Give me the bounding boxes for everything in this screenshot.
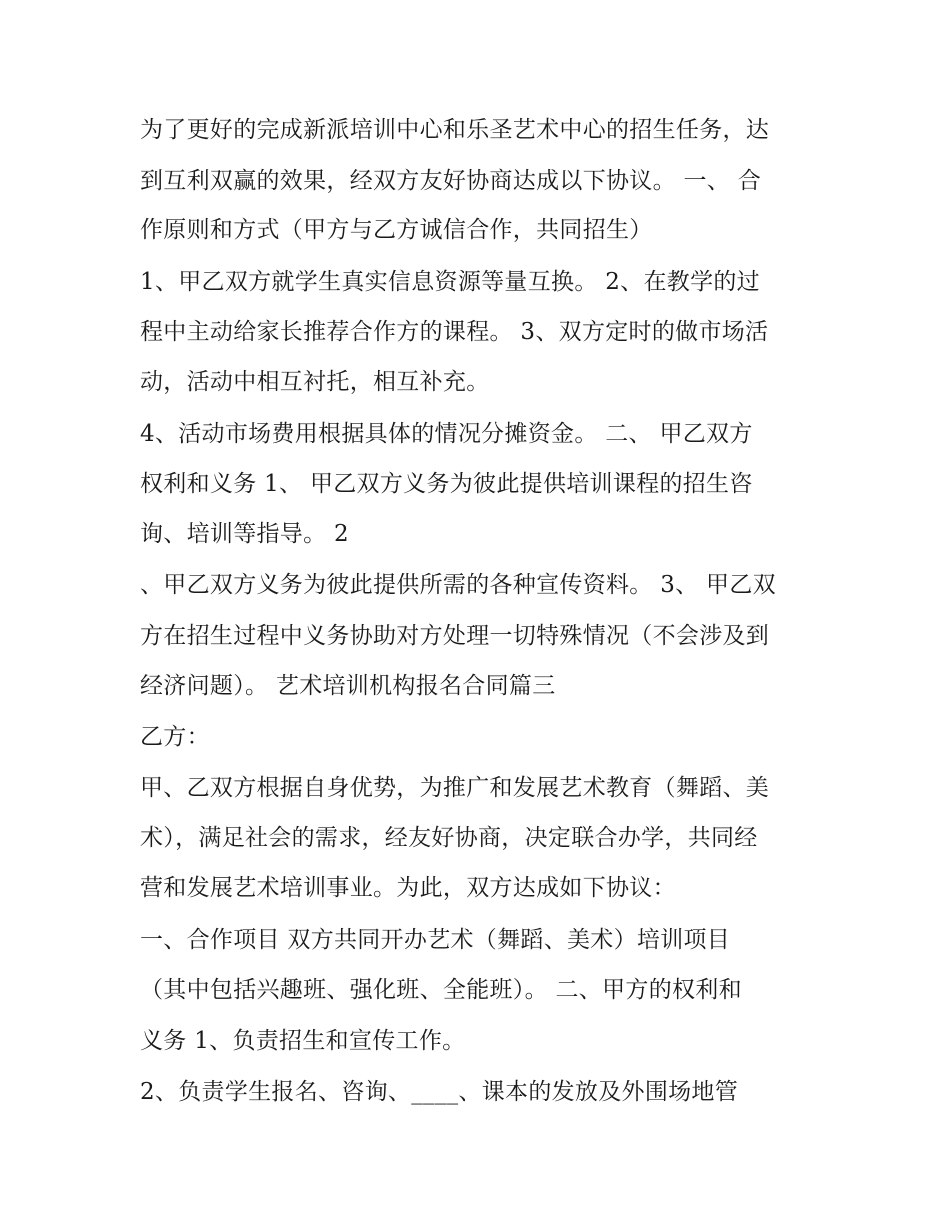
text-line: 权利和义务 1、 甲乙双方义务为彼此提供培训课程的招生咨 xyxy=(140,471,753,497)
text-line: 方在招生过程中义务协助对方处理一切特殊情况（不会涉及到 xyxy=(140,623,770,649)
text-line: 经济问题）。 艺术培训机构报名合同篇三 xyxy=(140,673,556,699)
text-line: 为了更好的完成新派培训中心和乐圣艺术中心的招生任务，达 xyxy=(140,117,770,143)
text-line: （其中包括兴趣班、强化班、全能班）。 二、甲方的权利和 xyxy=(140,977,742,1003)
text-line: 1、甲乙双方就学生真实信息资源等量互换。 2、在教学的过 xyxy=(140,269,760,295)
text-line: 到互利双赢的效果，经双方友好协商达成以下协议。 一、 合 xyxy=(140,168,762,194)
text-line: 营和发展艺术培训事业。为此，双方达成如下协议： xyxy=(140,875,676,901)
text-line: 程中主动给家长推荐合作方的课程。 3、双方定时的做市场活 xyxy=(140,319,769,345)
text-line: 甲、乙双方根据自身优势，为推广和发展艺术教育（舞蹈、美 xyxy=(140,775,770,801)
text-line: 乙方： xyxy=(140,724,210,750)
text-line: 2、负责学生报名、咨询、____、课本的发放及外围场地管 xyxy=(140,1079,739,1105)
text-line: 动，活动中相互衬托，相互补充。 xyxy=(140,369,490,395)
text-line: 4、活动市场费用根据具体的情况分摊资金。 二、 甲乙双方 xyxy=(140,421,753,447)
text-line: 询、培训等指导。 2 xyxy=(140,521,349,547)
text-line: 义务 1、负责招生和宣传工作。 xyxy=(140,1028,466,1054)
text-line: 一、合作项目 双方共同开办艺术（舞蹈、美术）培训项目 xyxy=(140,927,731,953)
text-line: 、甲乙双方义务为彼此提供所需的各种宣传资料。 3、 甲乙双 xyxy=(140,572,776,598)
text-line: 术），满足社会的需求，经友好协商，决定联合办学，共同经 xyxy=(140,825,758,851)
text-line: 作原则和方式（甲方与乙方诚信合作，共同招生） xyxy=(140,217,653,243)
